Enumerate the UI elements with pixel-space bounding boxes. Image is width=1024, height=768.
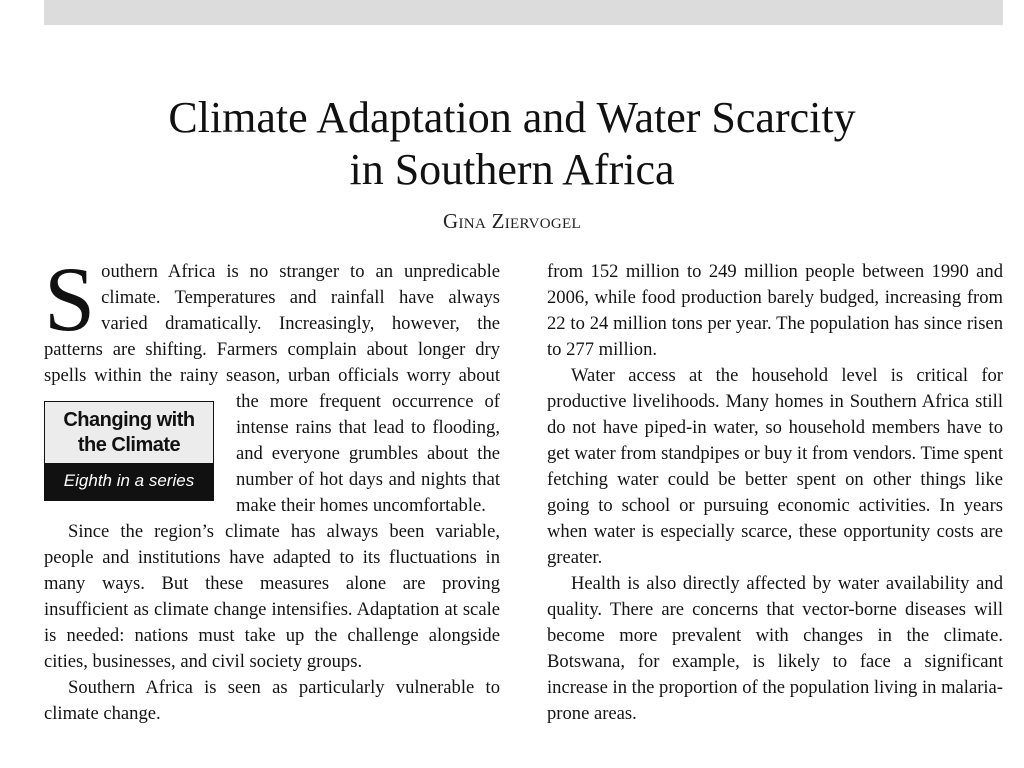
page-header-bar (44, 0, 1003, 25)
right-paragraph-3: Health is also directly affected by water availability and quality. There are concerns that vector-borne diseases will become more prevalent with changes in the climate. Botswana, for example, is likely to face a significant increase in the proportion of the population living in malaria-prone areas. (547, 573, 1003, 724)
left-paragraph-1-rest: quent occurrence of intense rains that lead to flooding, and everyone grumbles about the number of hot days and nights that make their homes uncomfortable. (236, 391, 500, 516)
drop-cap: S (44, 248, 96, 350)
left-paragraph-1 (44, 248, 500, 519)
title-line-1: Climate Adaptation and Water Scarcity (168, 93, 856, 142)
left-paragraph-1-start: outhern Africa is no stranger to an unpredicable climate. Temperatures and rainfall have always varied dramatically. Increasingly, however, the patterns are shifting. Farmers complain about longer dry spells within the rainy season, urban officials worry about the more fre (44, 261, 500, 412)
right-column (547, 259, 1003, 727)
left-paragraph-3: Southern Africa is seen as particularly vulnerable to climate change. (44, 677, 500, 724)
left-paragraph-2: Since the region’s climate has always been variable, people and institutions have adapted to its fluctuations in many ways. But these measures alone are proving insufficient as climate change intensifies. Adaptation at scale is needed: nations must take up the challenge alongside cities, businesses, and civil society groups. (44, 521, 500, 672)
article-title (0, 92, 1024, 196)
series-box-subtitle: Eighth in a series (45, 463, 213, 500)
article-author: Gina Ziervogel (443, 209, 581, 233)
right-paragraph-2: Water access at the household level is critical for productive livelihoods. Many homes in Southern Africa still do not have piped-in water, so household members have to get water from standpipes or buy it from vendors. Time spent fetching water could be better spent on other things like going to school or pursuing economic activities. In years when water is especially scarce, these opportunity costs are greater. (547, 365, 1004, 568)
right-paragraph-1: from 152 million to 249 million people between 1990 and 2006, while food production barely budged, increasing from 22 to 24 million tons per year. The population has since risen to 277 million. (547, 261, 1003, 360)
series-box (44, 401, 214, 501)
title-line-2: in Southern Africa (349, 145, 675, 194)
series-box-title: Changing with the Climate (45, 402, 213, 463)
left-column (44, 248, 500, 727)
